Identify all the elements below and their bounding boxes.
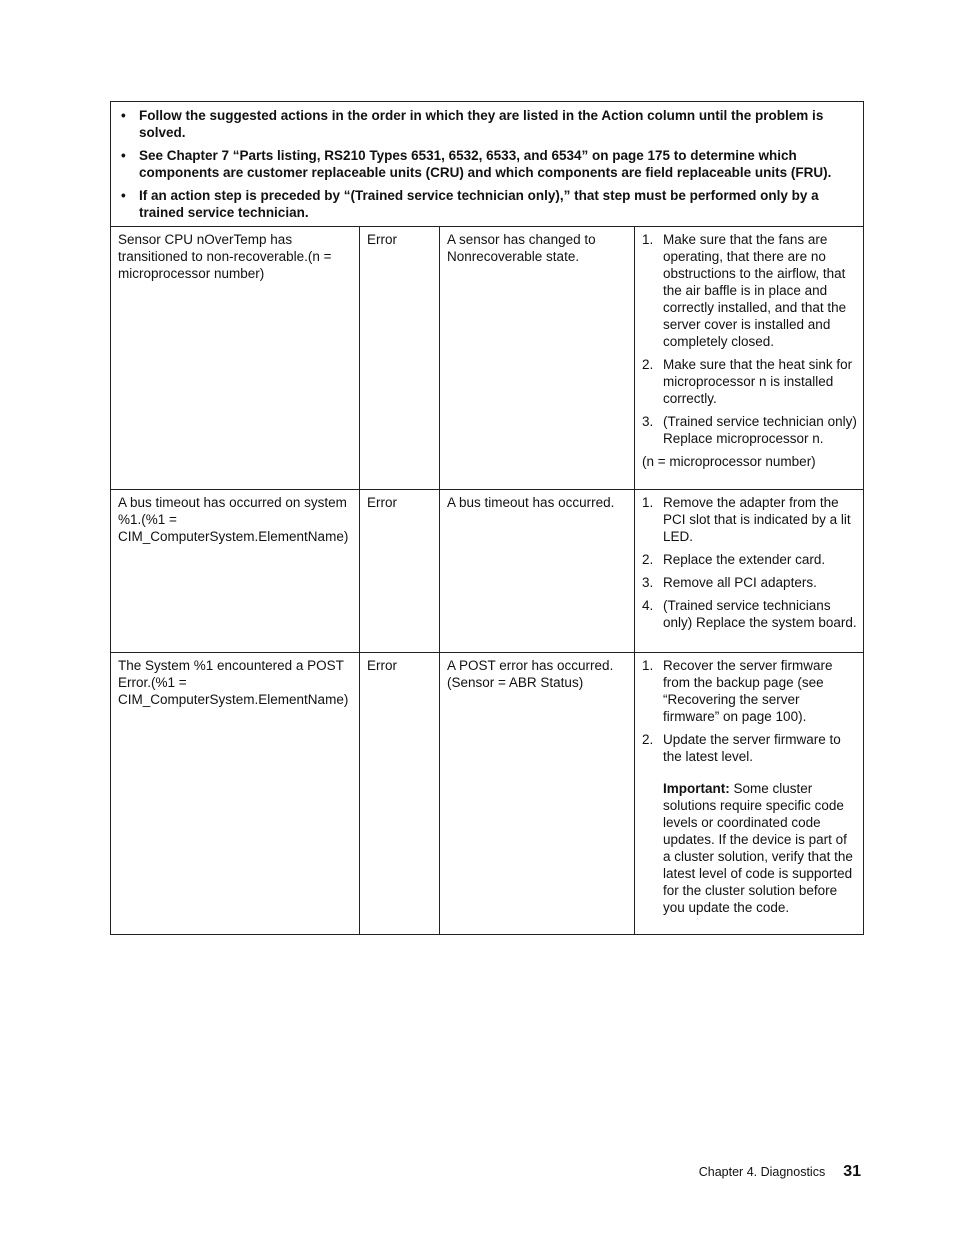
message-text: The System %1 encountered a POST Error.(%1 = CIM_ComputerSystem.ElementName)	[118, 658, 349, 707]
severity-cell	[360, 490, 440, 653]
step-number: 2.	[642, 552, 654, 567]
important-note	[663, 780, 857, 916]
note-text: See Chapter 7 “Parts listing, RS210 Types 6531, 6532, 6533, and 6534” on page 175 to determine which components are customer replaceable units (CRU) and which components are field replaceable units (FRU).	[139, 148, 832, 180]
step-number: 2.	[642, 357, 654, 372]
step-number: 3.	[642, 414, 654, 429]
action-step	[642, 657, 857, 725]
message-cell	[111, 490, 360, 653]
step-number: 2.	[642, 732, 654, 747]
note-item	[119, 107, 855, 141]
description-text: A POST error has occurred.(Sensor = ABR Status)	[447, 658, 614, 690]
table-row	[111, 227, 864, 490]
bullet-icon: •	[121, 188, 126, 203]
description-text: A sensor has changed to Nonrecoverable state.	[447, 232, 596, 264]
important-text: Some cluster solutions require specific code levels or coordinated code updates. If the device is part of a cluster solution, verify that the latest level of code is supported for the cluster solution before you update the code.	[663, 781, 853, 915]
message-text: A bus timeout has occurred on system %1.(%1 = CIM_ComputerSystem.ElementName)	[118, 495, 349, 544]
action-step	[642, 551, 857, 568]
step-text: Remove all PCI adapters.	[663, 575, 817, 590]
step-text: Remove the adapter from the PCI slot that is indicated by a lit LED.	[663, 495, 851, 544]
action-step	[642, 597, 857, 631]
action-step	[642, 231, 857, 350]
step-text: Make sure that the heat sink for microprocessor n is installed correctly.	[663, 357, 853, 406]
severity-cell	[360, 227, 440, 490]
action-cell	[635, 653, 864, 935]
step-text: Replace the extender card.	[663, 552, 826, 567]
step-number: 3.	[642, 575, 654, 590]
step-text: (Trained service technicians only) Replace the system board.	[663, 598, 857, 630]
table-row	[111, 653, 864, 935]
note-item	[119, 187, 855, 221]
severity-text: Error	[367, 495, 397, 510]
step-text: (Trained service technician only) Replace microprocessor n.	[663, 414, 857, 446]
description-cell	[440, 490, 635, 653]
notes-row	[111, 102, 864, 227]
step-text: Recover the server firmware from the backup page (see “Recovering the server firmware” on page 100).	[663, 658, 833, 724]
table-row	[111, 490, 864, 653]
important-label: Important:	[663, 781, 730, 796]
bullet-icon: •	[121, 148, 126, 163]
severity-cell	[360, 653, 440, 935]
action-note: (n = microprocessor number)	[642, 454, 816, 469]
action-step	[642, 574, 857, 591]
action-cell	[635, 490, 864, 653]
step-text: Make sure that the fans are operating, that there are no obstructions to the airflow, that the air baffle is in place and correctly installed, and that the server cover is installed and completely closed.	[663, 232, 847, 349]
note-text: Follow the suggested actions in the order in which they are listed in the Action column until the problem is solved.	[139, 108, 824, 140]
message-text: Sensor CPU nOverTemp has transitioned to non-recoverable.(n = microprocessor number)	[118, 232, 332, 281]
notes-cell	[111, 102, 864, 227]
step-number: 1.	[642, 658, 654, 673]
step-number: 4.	[642, 598, 654, 613]
action-step	[642, 356, 857, 407]
footer-chapter-title: Chapter 4. Diagnostics	[698, 1165, 826, 1179]
bullet-icon: •	[121, 108, 126, 123]
page-footer	[699, 1163, 861, 1181]
description-text: A bus timeout has occurred.	[447, 495, 615, 510]
action-step	[642, 494, 857, 545]
severity-text: Error	[367, 232, 397, 247]
step-text	[663, 731, 857, 916]
step-body: Update the server firmware to the latest level.	[663, 732, 841, 764]
action-cell	[635, 227, 864, 490]
message-cell	[111, 227, 360, 490]
severity-text: Error	[367, 658, 397, 673]
note-text: If an action step is preceded by “(Trained service technician only),” that step must be performed only by a trained service technician.	[139, 188, 819, 220]
action-step	[642, 731, 857, 916]
description-cell	[440, 653, 635, 935]
action-step	[642, 413, 857, 447]
message-cell	[111, 653, 360, 935]
step-number: 1.	[642, 495, 654, 510]
error-message-table	[110, 101, 864, 935]
description-cell	[440, 227, 635, 490]
step-number: 1.	[642, 232, 654, 247]
note-item	[119, 147, 855, 181]
page-number: 31	[843, 1163, 861, 1180]
